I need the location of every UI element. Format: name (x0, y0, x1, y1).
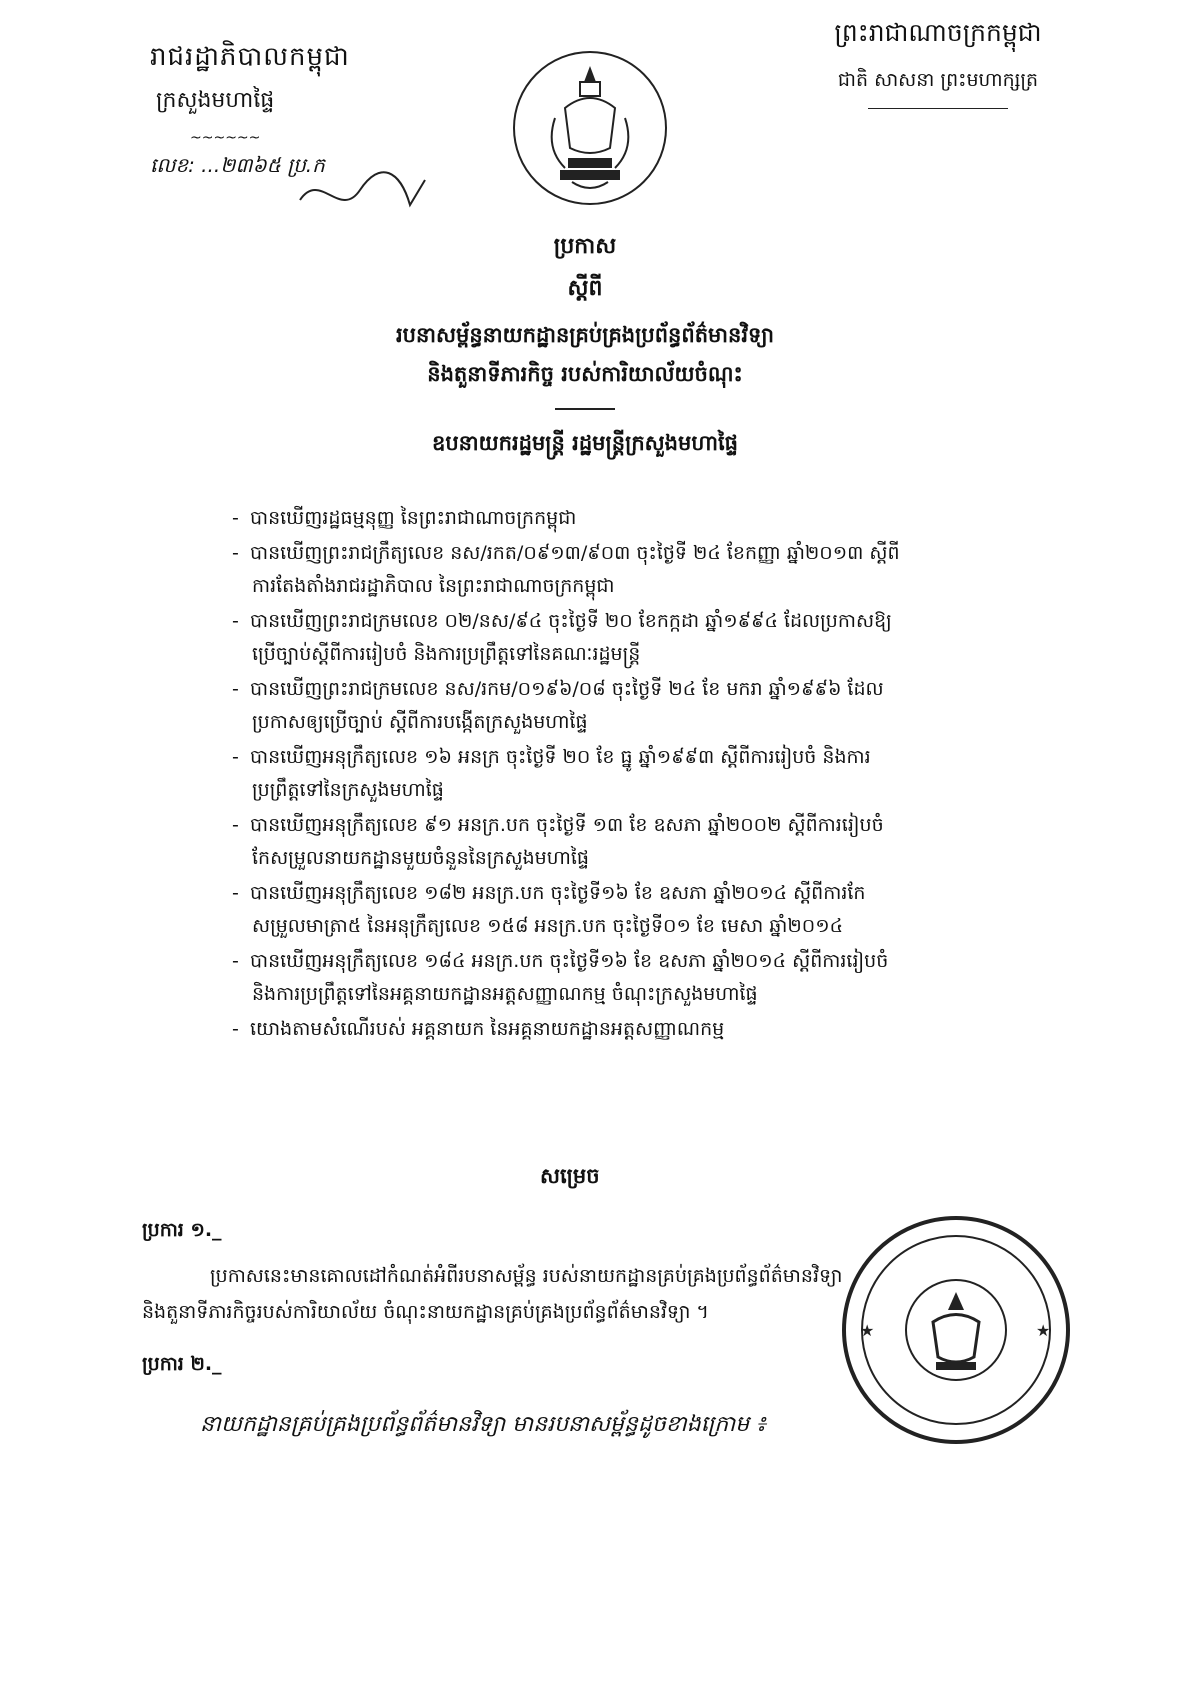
issuer-title: ឧបនាយករដ្ឋមន្ត្រី រដ្ឋមន្ត្រីក្រសួងមហាផ្ទៃ (431, 431, 738, 455)
about-label: ស្តីពី (567, 276, 603, 301)
right-header (788, 18, 1088, 109)
svg-text:★: ★ (1036, 1321, 1051, 1340)
considerations-list (232, 502, 1082, 1048)
flourish-icon: ~~~~~~ (190, 130, 261, 146)
article-2-body: នាយកដ្ឋានគ្រប់គ្រងប្រព័ន្ធព័ត៌មានវិទ្យា មានរបនាសម្ព័ន្ធដូចខាងក្រោម ៖ (200, 1412, 766, 1437)
article-1-line-1: ប្រកាសនេះមានគោលដៅកំណត់អំពីរបនាសម្ព័ន្ធ របស់នាយកដ្ឋានគ្រប់គ្រងប្រព័ន្ធព័ត៌មានវិទ្យា (210, 1265, 843, 1287)
list-item: - បានឃើញអនុក្រឹត្យលេខ ១៦ អនក្រ ចុះថ្ងៃទី ២០ ខែ ធ្នូ ឆ្នាំ១៩៩៣ ស្តីពីការរៀបចំ និងការ ប្រព្រឹត្តទៅនៃក្រសួងមហាផ្ទៃ (232, 746, 871, 801)
document-type: ប្រកាស (553, 234, 617, 259)
handwritten-signature (290, 160, 450, 230)
subject-line-2: និងតួនាទីភារកិច្ច របស់ការិយាល័យចំណុះ (427, 362, 743, 386)
list-item: - យោងតាមសំណើរបស់ អគ្គនាយក នៃអគ្គនាយកដ្ឋានអត្តសញ្ញាណកម្ម (232, 1018, 725, 1040)
motto-divider (868, 108, 1008, 109)
subject-line-1: របនាសម្ព័ន្ធនាយកដ្ឋានគ្រប់គ្រងប្រព័ន្ធព័ត៌មានវិទ្យា (396, 323, 774, 347)
list-item: - បានឃើញរដ្ឋធម្មនុញ្ញ នៃព្រះរាជាណាចក្រកម្ពុជា (232, 507, 577, 529)
list-item: - បានឃើញព្រះរាជក្រឹត្យលេខ នស/រកត/០៩១៣/៩០៣ ចុះថ្ងៃទី ២៤ ខែកញ្ញា ឆ្នាំ២០១៣ ស្តីពី ការតែងតាំងរាជរដ្ឋាភិបាល នៃព្រះរាជាណាចក្រកម្ពុជា (232, 542, 900, 597)
government-name: រាជរដ្ឋាភិបាលកម្ពុជា (150, 42, 350, 72)
article-1-label: ប្រការ ១._ (142, 1219, 222, 1241)
decision-heading: សម្រេច (540, 1164, 600, 1188)
list-item: - បានឃើញអនុក្រឹត្យលេខ ៩១ អនក្រ.បក ចុះថ្ងៃទី ១៣ ខែ ឧសភា ឆ្នាំ២០០២ ស្តីពីការរៀបចំ កែសម្រួលនាយកដ្ឋានមួយចំនួននៃក្រសួងមហាផ្ទៃ (232, 814, 884, 869)
royal-emblem-icon (510, 48, 670, 208)
article-1-line-2: និងតួនាទីភារកិច្ចរបស់ការិយាល័យ ចំណុះនាយកដ្ឋានគ្រប់គ្រងប្រព័ន្ធព័ត៌មានវិទ្យា ។ (142, 1301, 709, 1323)
list-item: - បានឃើញព្រះរាជក្រមលេខ ០២/នស/៩៤ ចុះថ្ងៃទី ២០ ខែកក្កដា ឆ្នាំ១៩៩៤ ដែលប្រកាសឱ្យ ប្រើច្បាប់ស្តីពីការរៀបចំ និងការប្រព្រឹត្តទៅនៃគណៈរដ្ឋមន្ត្រី (232, 610, 892, 665)
svg-text:★: ★ (860, 1321, 875, 1340)
article-2-label: ប្រការ ២._ (142, 1353, 222, 1375)
list-item: - បានឃើញអនុក្រឹត្យលេខ ១៨២ អនក្រ.បក ចុះថ្ងៃទី១៦ ខែ ឧសភា ឆ្នាំ២០១៤ ស្តីពីការកែ សម្រួលមាត្រា៥ នៃអនុក្រឹត្យលេខ ១៥៨ អនក្រ.បក ចុះថ្ងៃទី០១ ខែ មេសា ឆ្នាំ២០១៤ (232, 882, 866, 937)
kingdom-name: ព្រះរាជាណាចក្រកម្ពុជា (834, 18, 1042, 47)
ministry-name: ក្រសួងមហាផ្ទៃ (156, 88, 275, 113)
title-block (260, 232, 910, 461)
list-item: - បានឃើញអនុក្រឹត្យលេខ ១៨៤ អនក្រ.បក ចុះថ្ងៃទី១៦ ខែ ឧសភា ឆ្នាំ២០១៤ ស្តីពីការរៀបចំ និងការប្រព្រឹត្តទៅនៃអគ្គនាយកដ្ឋានអត្តសញ្ញាណកម្ម ចំណុះក្រសួងមហាផ្ទៃ (232, 950, 889, 1005)
list-item: - បានឃើញព្រះរាជក្រមលេខ នស/រកម/០១៩៦/០៨ ចុះថ្ងៃទី ២៤ ខែ មករា ឆ្នាំ១៩៩៦ ដែល ប្រកាសឲ្យប្រើច្បាប់ ស្តីពីការបង្កើតក្រសួងមហាផ្ទៃ (232, 678, 884, 733)
reference-number: លេខ: ...២៣៦៥ ប្រ.ក (150, 153, 325, 177)
title-divider (555, 408, 615, 410)
article-1-body (142, 1258, 922, 1330)
national-motto: ជាតិ សាសនា ព្រះមហាក្សត្រ (837, 69, 1039, 91)
